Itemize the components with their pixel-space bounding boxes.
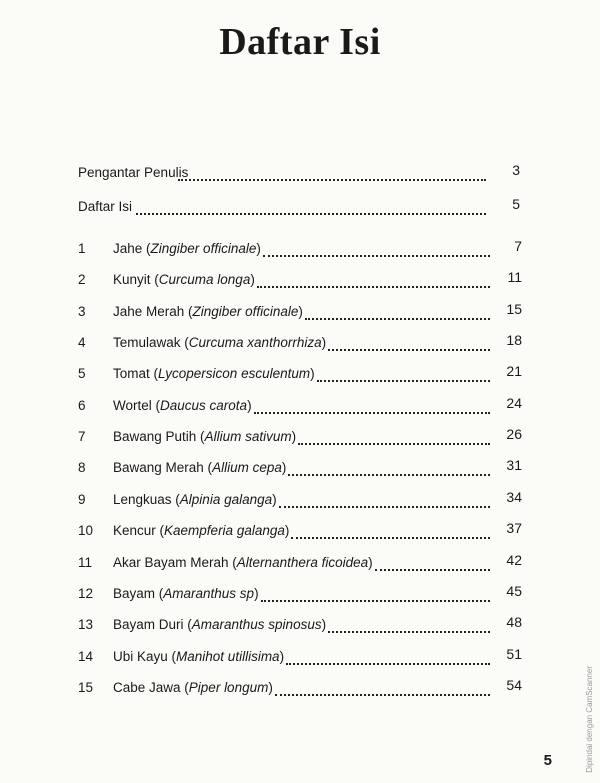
toc-entry-title [113,555,373,570]
toc-entry-title [113,272,255,287]
toc-entry-common-name: Lengkuas ( [113,491,180,507]
toc-entry-common-name: Jahe ( [113,241,151,256]
toc-entry[interactable] [78,645,538,669]
leader-dots [254,411,490,414]
toc-page-number: 45 [506,582,522,599]
toc-entry[interactable] [78,457,538,480]
toc-page-number: 5 [512,196,520,212]
toc-entry-title [113,649,284,664]
toc-front-item[interactable] [78,162,528,185]
toc-entry-number: 12 [78,585,94,601]
toc-entry[interactable] [78,582,538,606]
toc-entry-close-paren: ) [268,679,273,695]
toc-entry-common-name: Jahe Merah ( [113,303,193,319]
toc-entry[interactable] [78,363,538,386]
toc-entry-latin-name: Lycopersicon esculentum [158,366,311,382]
toc-entry-close-paren: ) [310,366,315,382]
toc-entry[interactable] [78,332,538,355]
toc-entry-close-paren: ) [321,335,327,351]
leader-dots [317,379,490,382]
toc-entry-number: 2 [78,272,86,288]
leader-dots [288,473,490,476]
toc-entry-common-name: Bawang Putih ( [113,429,205,445]
toc-entry-close-paren: ) [284,523,290,539]
toc-entry-title [113,241,261,256]
toc-entry-close-paren: ) [279,648,285,664]
toc-entry-common-name: Kencur ( [113,523,165,539]
toc-page-number: 15 [506,300,522,317]
toc-entry-common-name: Bayam Duri ( [113,617,192,633]
toc-page-number: 11 [507,269,522,286]
leader-dots [279,505,490,508]
toc-entry-number: 13 [78,617,94,633]
toc-entry-common-name: Akar Bayam Merah ( [113,554,237,570]
toc-page-number: 51 [506,645,522,662]
toc-entry-title [113,586,259,601]
toc-entry-close-paren: ) [321,617,327,633]
leader-dots [286,662,490,665]
toc-page-number: 34 [506,488,522,505]
toc-entry-title [113,335,326,350]
toc-entry-title [113,366,315,381]
toc-page-number: 42 [506,551,522,568]
toc-entry[interactable] [78,676,538,700]
toc-entry-close-paren: ) [247,397,252,413]
leader-dots [375,568,490,571]
toc-entry-latin-name: Daucus carota [160,397,248,413]
toc-entry-number: 11 [78,554,93,570]
toc-entry-number: 6 [78,397,86,413]
toc-entry-number: 15 [78,679,94,695]
page-number: 5 [543,752,552,769]
toc-entry-latin-name: Curcuma xanthorrhiza [188,335,322,351]
toc-entry-common-name: Temulawak ( [113,335,189,351]
toc-entry-title [113,617,326,632]
toc-entry-latin-name: Zingiber officinale [192,303,299,319]
toc-entry-number: 4 [78,335,86,351]
toc-entry-number: 8 [78,460,86,476]
toc-page-number: 7 [514,238,522,254]
toc-page-number: 26 [506,426,522,443]
toc-entry-latin-name: Alternanthera ficoidea [236,554,369,570]
scan-watermark: Dipindai dengan CamScanner [585,666,594,773]
toc-entry-latin-name: Kaempferia galanga [164,523,285,539]
toc-page-number: 31 [506,457,522,474]
toc-entry-common-name: Bayam ( [113,585,164,601]
toc-front-label: Daftar Isi [78,199,133,214]
toc-entry-number: 7 [78,429,86,445]
toc-entry[interactable] [78,300,538,324]
toc-entry[interactable] [78,426,538,449]
toc-entry-title [113,523,289,538]
toc-entry-title [113,429,296,444]
leader-dots [328,630,490,633]
toc-entry-close-paren: ) [272,491,277,507]
toc-entry-close-paren: ) [281,460,287,476]
toc-entry-close-paren: ) [291,429,297,445]
toc-entry[interactable] [78,269,538,292]
toc-page-number: 48 [506,614,522,631]
toc-entry-number: 5 [78,366,86,382]
leader-dots [298,442,490,445]
toc-entry-close-paren: ) [298,303,303,319]
toc-entry[interactable] [78,488,538,512]
toc-entry-common-name: Cabe Jawa ( [113,679,189,695]
toc-entry-common-name: Kunyit ( [113,272,159,288]
leader-dots [305,317,490,320]
toc-page-number: 24 [506,394,522,411]
leader-dots [261,599,490,602]
toc-entry[interactable] [78,238,538,261]
toc-page-number: 18 [506,332,522,349]
page-title: Daftar Isi [219,21,381,63]
leader-dots [257,285,490,288]
toc-page-number: 3 [512,162,520,178]
toc-entry[interactable] [78,614,538,637]
toc-entry-common-name: Ubi Kayu ( [113,648,177,664]
toc-entry-close-paren: ) [254,585,259,601]
toc-front-label: Pengantar Penulis [78,165,189,180]
toc-entry[interactable] [78,394,538,418]
toc-page-number: 54 [506,676,522,693]
toc-entry-number: 9 [78,491,86,507]
toc-entry-latin-name: Zingiber officinale [150,241,257,256]
toc-entry-latin-name: Piper longum [188,679,269,695]
toc-entry-close-paren: ) [250,272,255,288]
toc-entry-title [113,492,277,507]
toc-entry-title [113,398,252,413]
toc-entry-common-name: Tomat ( [113,366,159,382]
toc-entry-latin-name: Amaranthus spinosus [191,617,322,633]
toc-entry-latin-name: Amaranthus sp [163,585,255,601]
leader-dots [178,178,486,181]
leader-dots [328,348,490,351]
leader-dots [275,693,490,696]
toc-entry-latin-name: Manihot utillisima [176,648,280,664]
toc-entry-close-paren: ) [256,241,261,256]
toc-entry-close-paren: ) [368,554,373,570]
toc-entry-common-name: Bawang Merah ( [113,460,213,476]
toc-entry-latin-name: Allium sativum [204,429,292,445]
toc-entry-number: 14 [78,648,94,664]
toc-entry-latin-name: Alpinia galanga [179,491,273,507]
toc-page-number: 21 [506,363,522,380]
toc-entry-title [113,460,286,475]
toc-front-item[interactable] [78,196,528,219]
toc-entry-number: 10 [78,523,94,539]
toc-entry-title [113,304,303,319]
toc-entry-title [113,680,273,695]
toc-entry-common-name: Wortel ( [113,397,161,413]
toc-entry-latin-name: Curcuma longa [158,272,251,288]
toc-page-number: 37 [506,520,522,537]
leader-dots [291,536,490,539]
leader-dots [136,212,486,215]
toc-entry-number: 1 [78,241,86,256]
toc-entry-number: 3 [78,303,86,319]
toc-entry[interactable] [78,551,538,575]
toc-entry-latin-name: Allium cepa [212,460,282,476]
toc-entry[interactable] [78,520,538,543]
leader-dots [263,254,490,257]
